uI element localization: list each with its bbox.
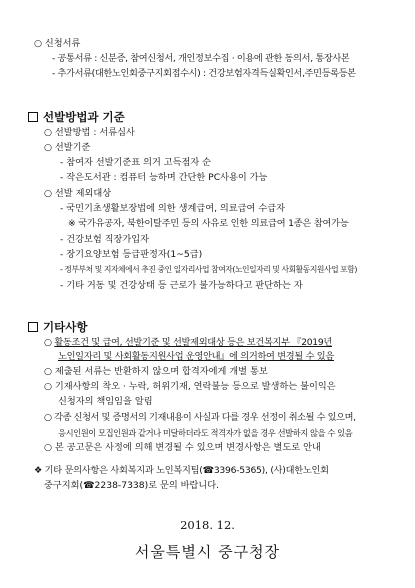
contact-info: ❖ 기타 문의사항은 사회복지과 노인복지팀(☎3396-5365), (사)대한노인회 (34, 465, 329, 476)
exclusion-insured-employee: - 건강보험 직장가입자 (60, 234, 150, 245)
exclusion-other-programs: - 정부부처 및 지자체에서 추진 중인 일자리사업 참여자(노인일자리 및 사회활동지원사업 포함) (60, 265, 357, 274)
common-docs: - 공통서류 : 신분증, 참여신청서, 개인정보수집 · 이용에 관한 동의서, 통장사본 (52, 53, 350, 64)
misc-item-1-text: 활동조건 및 급여, 선발기준 및 선발제외대상 등은 보건복지부 『2019년 (54, 337, 332, 348)
misc-item-3: ○ 기재사항의 착오 · 누락, 허위기재, 연락불능 등으로 발생하는 불이익은 (44, 381, 336, 392)
docs-bullet: ○ 신청서류 (34, 38, 81, 49)
misc-item-1-bullet: ○ (44, 337, 55, 348)
criteria-library: - 작은도서관 : 컴퓨터 능하며 간단한 PC사용이 가능 (60, 172, 268, 183)
misc-item-5: ○ 본 공고문은 사정에 의해 변경될 수 있으며 변경사항은 별도로 안내 (44, 442, 321, 453)
misc-heading-text: 기타사항 (43, 320, 88, 334)
exclusion-long-term-care: - 장기요양보험 등급판정자(1~5급) (60, 249, 203, 260)
exclusion-note: ※ 국가유공자, 북한이탈주민 등의 사유로 인한 의료급여 1종은 참여가능 (68, 218, 349, 229)
exclusion-health: - 기타 거동 및 건강상태 등 근로가 불가능하다고 판단하는 자 (60, 280, 303, 291)
selection-criteria: ○ 선발기준 (44, 142, 91, 153)
misc-item-1-cont: 노인일자리 및 사회활동지원사업 운영안내』에 의거하여 변경될 수 있음 (58, 351, 334, 362)
misc-item-1 (44, 337, 332, 349)
notice-date: 2018. 12. (180, 518, 235, 532)
square-bullet-icon (28, 112, 38, 122)
misc-item-4: ○ 각종 신청서 및 증명서의 기재내용이 사실과 다를 경우 선정이 취소될 수 있으며, (44, 412, 356, 423)
misc-item-2: ○ 제출된 서류는 반환하지 않으며 합격자에게 개별 통보 (44, 366, 268, 377)
exclusion-basic-living: - 국민기초생활보장법에 의한 생계급여, 의료급여 수급자 (60, 203, 285, 214)
misc-item-3-cont: 신청자의 책임임을 알림 (58, 396, 153, 407)
misc-item-4-cont: 응시인원이 모집인원과 같거나 미달하더라도 적격자가 없을 경우 선발하지 않을 수 있음 (58, 428, 353, 438)
contact-info-cont: 중구지회(☎2238-7338)로 문의 바랍니다. (44, 480, 220, 491)
square-bullet-icon (28, 322, 38, 332)
exclusion-heading: ○ 선발 제외대상 (44, 188, 112, 199)
issuer-name: 서울특별시 중구청장 (134, 543, 281, 561)
criteria-score: - 참여자 선발기준표 의거 고득점자 순 (60, 157, 212, 168)
selection-heading-text: 선발방법과 기준 (43, 110, 125, 124)
additional-docs: - 추가서류(대한노인회중구지회접수시) : 건강보험자격득실확인서,주민등록등본 (52, 68, 356, 79)
selection-heading (28, 110, 125, 124)
selection-method: ○ 선발방법 : 서류심사 (44, 127, 135, 138)
misc-heading (28, 320, 87, 334)
